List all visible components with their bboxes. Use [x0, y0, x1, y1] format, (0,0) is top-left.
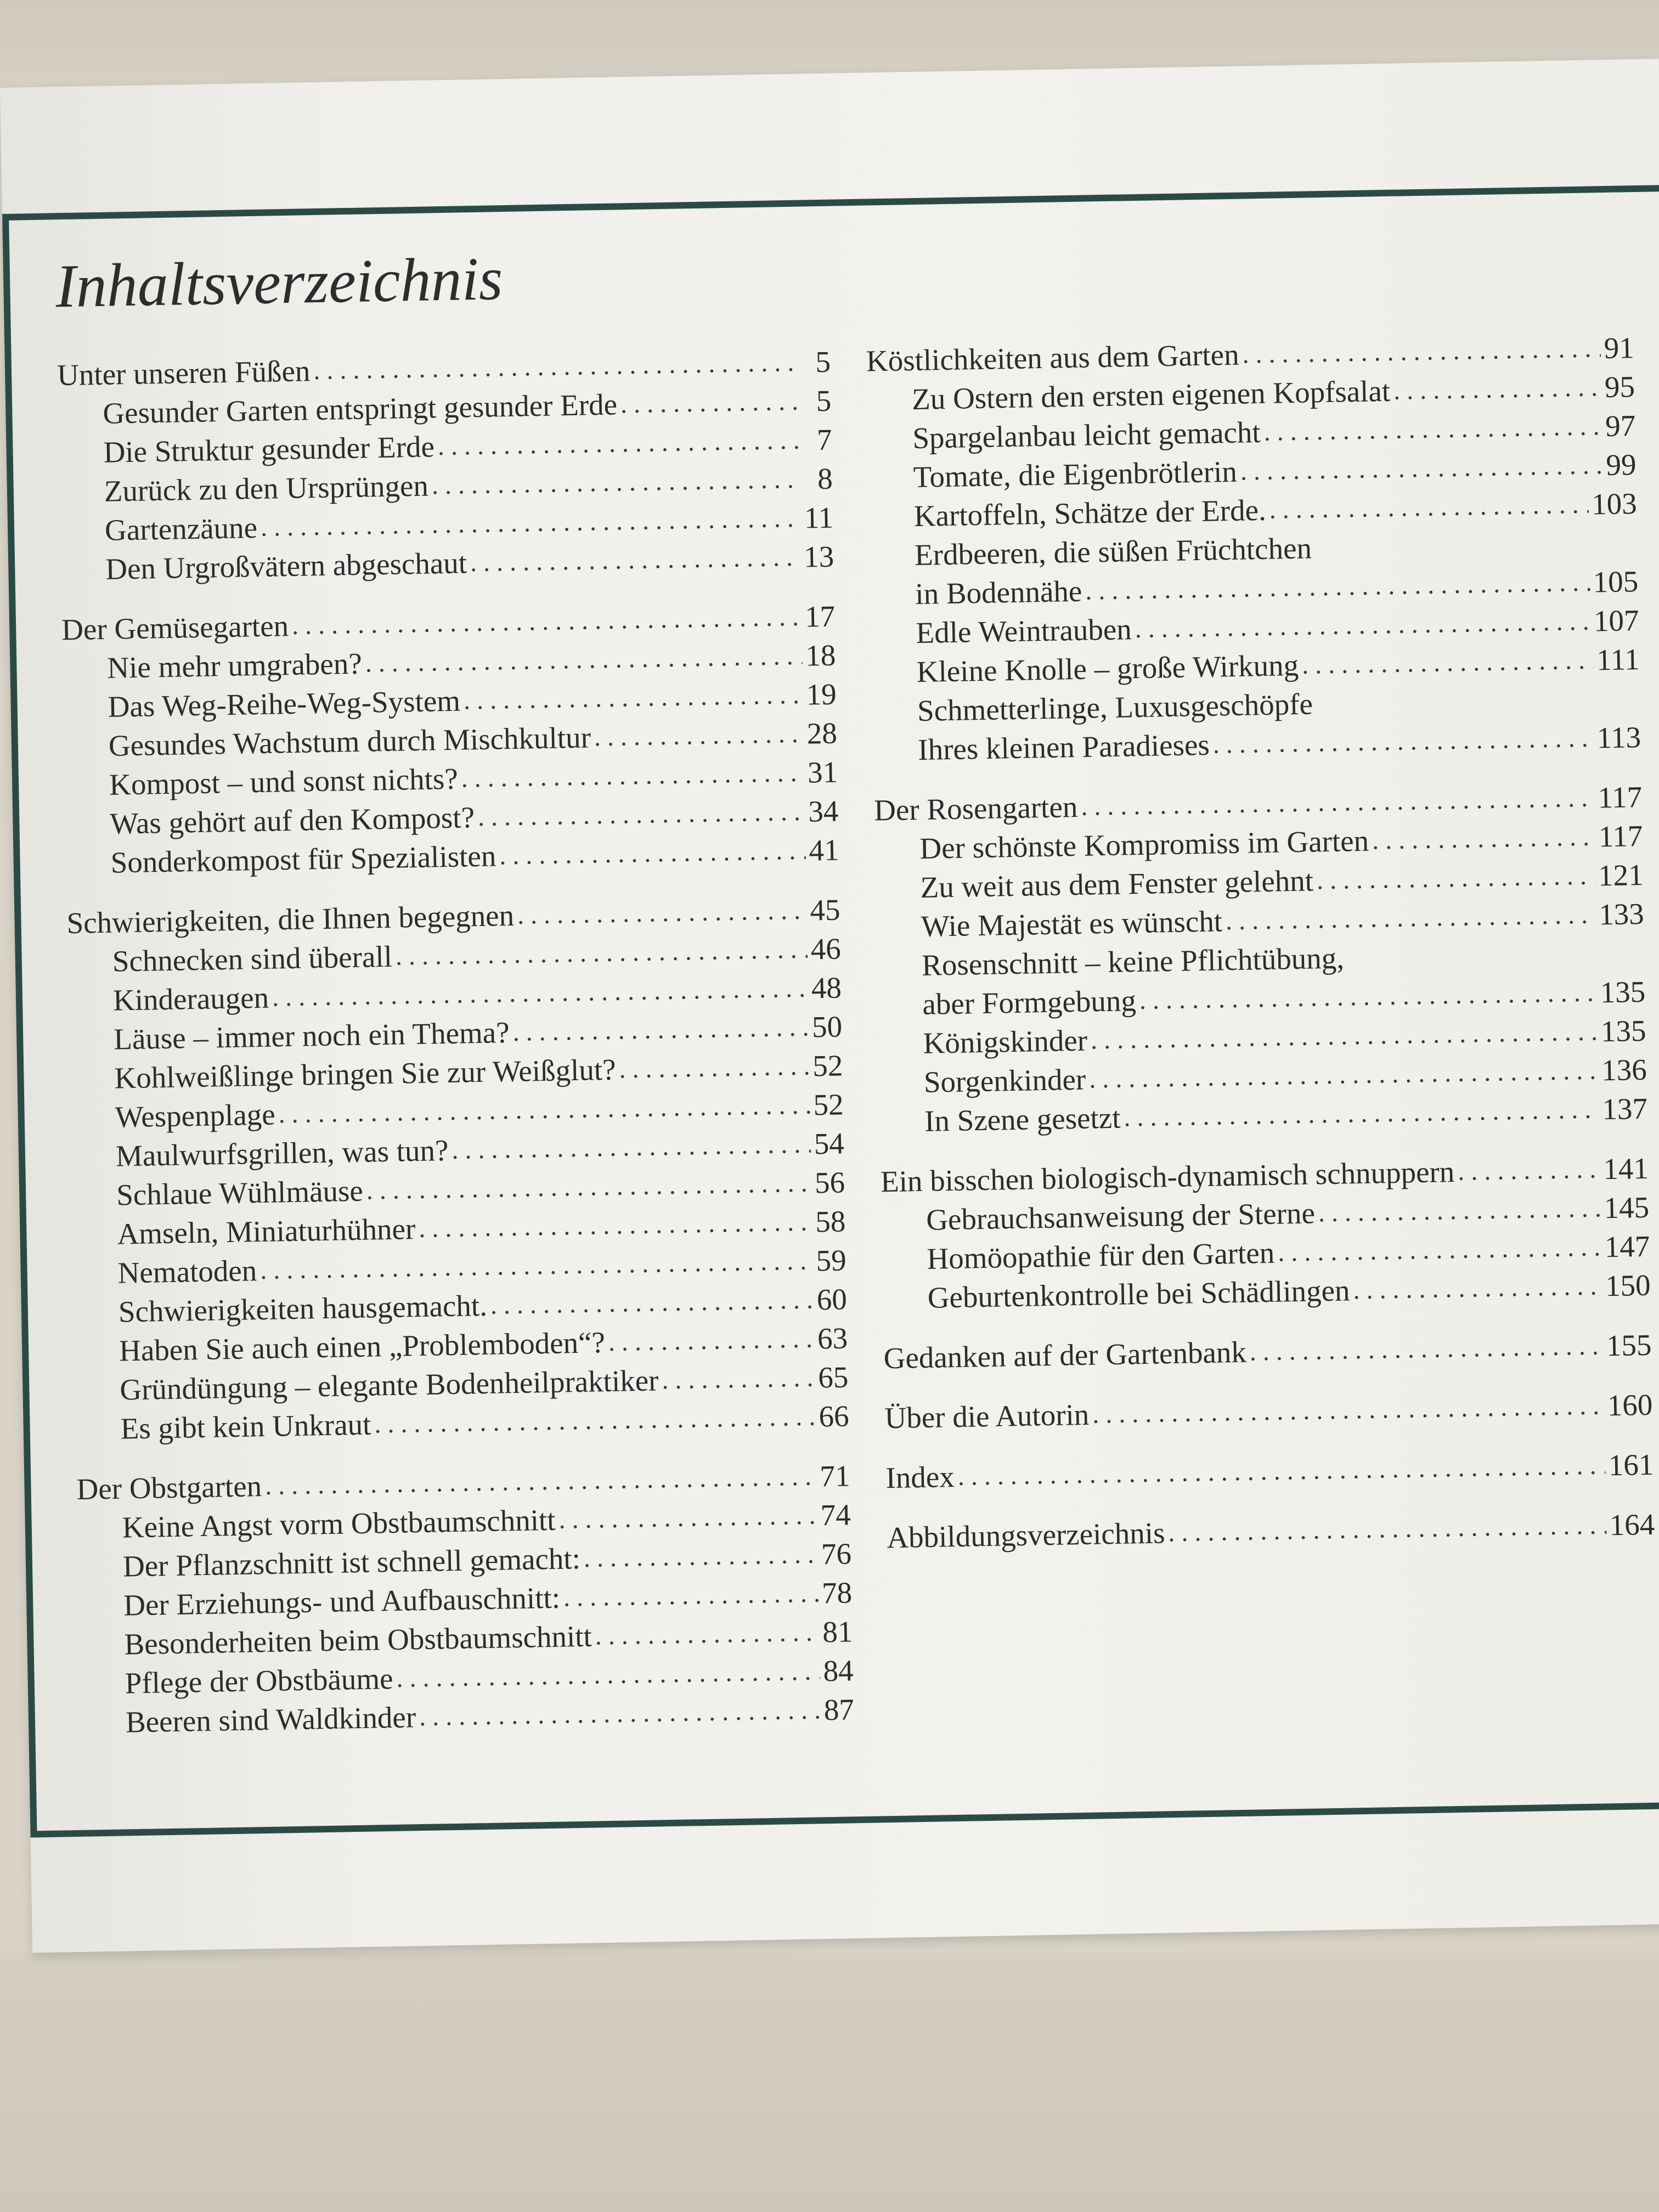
chapter-entry-title: Über die Autorin [884, 1397, 1090, 1435]
dot-leader [1225, 895, 1595, 940]
dot-leader [1249, 1326, 1603, 1371]
subentry-title: Gründüngung – elegante Bodenheilpraktiker [119, 1363, 659, 1407]
subentry-page: 11 [804, 500, 834, 535]
dot-leader [419, 1202, 812, 1248]
chapter-entry-title: Ein bisschen biologisch-dynamisch schnuppern [880, 1155, 1455, 1199]
chapter-entry-page: 91 [1604, 331, 1635, 365]
chapter-entry-title: Der Gemüsegarten [61, 608, 289, 647]
subentry-title: Wespenplage [115, 1097, 276, 1134]
subentry-title: Sorgenkinder [923, 1062, 1086, 1099]
subentry-page: 13 [803, 539, 834, 574]
subentry-page: 58 [815, 1204, 846, 1239]
subentry-page: 31 [807, 755, 838, 789]
subentry-title: Geburtenkontrolle bei Schädlingen [927, 1273, 1350, 1314]
chapter-entry [883, 1325, 1652, 1378]
dot-leader [477, 792, 805, 837]
subentry-title: Schlaue Wühlmäuse [116, 1173, 364, 1212]
subentry-page: 81 [822, 1615, 853, 1649]
dot-leader [396, 1651, 820, 1697]
subentry-title-line2: Ihres kleinen Paradieses [917, 727, 1210, 766]
dot-leader [608, 1319, 814, 1362]
dot-leader [419, 1690, 821, 1736]
dot-leader [1353, 1266, 1602, 1310]
subentry-page: 145 [1604, 1190, 1650, 1225]
dot-leader [1124, 1090, 1599, 1137]
dot-leader [461, 753, 805, 798]
dot-leader [1092, 1386, 1605, 1434]
subentry-title: Kartoffeln, Schätze der Erde. [913, 493, 1267, 533]
dot-leader [1168, 1505, 1606, 1552]
toc-right-column [866, 328, 1655, 1578]
subentry-page: 97 [1605, 409, 1636, 443]
dot-leader [595, 1612, 820, 1655]
dot-leader [437, 421, 802, 466]
subentry-title: Amseln, Miniaturhühner [116, 1212, 416, 1251]
dot-leader [1263, 407, 1602, 452]
subentry-title: Besonderheiten beim Obstbaumschnitt [124, 1619, 592, 1661]
subentry-title: Den Urgroßvätern abgeschaut [105, 546, 467, 586]
dot-leader [470, 538, 800, 582]
dot-leader [463, 675, 803, 720]
subentry-title: Kinderaugen [112, 980, 269, 1017]
subentry-page: 137 [1601, 1091, 1648, 1126]
dot-leader [1242, 329, 1601, 374]
dot-leader [662, 1358, 815, 1400]
subentry-page: 34 [808, 794, 839, 828]
chapter-entry-title: Schwierigkeiten, die Ihnen begegnen [66, 898, 515, 940]
toc-section [883, 1325, 1652, 1378]
subentry-page: 63 [817, 1321, 848, 1356]
subentry-title: Der Erziehungs- und Aufbauschnitt: [123, 1581, 561, 1622]
chapter-entry [887, 1505, 1655, 1557]
subentry-page: 65 [817, 1360, 849, 1395]
dot-leader [1458, 1149, 1600, 1191]
dot-leader [512, 1008, 809, 1052]
dot-leader [1372, 817, 1595, 860]
subentry-page: 87 [823, 1692, 855, 1727]
book-page [0, 59, 1659, 1953]
subentry-title: Der schönste Kompromiss im Garten [919, 823, 1369, 865]
subentry-page: 107 [1593, 603, 1639, 638]
chapter-entry-title: Köstlichkeiten aus dem Garten [866, 337, 1240, 378]
toc-section [61, 597, 839, 883]
subentry-page: 7 [816, 422, 832, 457]
subentry-page: 54 [814, 1126, 845, 1161]
subentry-title: Gebrauchsanweisung der Sterne [926, 1196, 1316, 1237]
subentry-page: 121 [1598, 857, 1644, 893]
dot-leader [395, 930, 808, 976]
dot-leader [517, 891, 807, 935]
subentry-title: Zurück zu den Ursprüngen [104, 469, 429, 508]
dot-leader [1393, 368, 1601, 410]
subentry-page: 99 [1605, 448, 1637, 482]
subentry-title: Schmetterlinge, Luxusgeschöpfe [917, 687, 1313, 727]
subentry-page: 41 [808, 833, 840, 867]
subentry-page: 28 [806, 716, 838, 751]
chapter-entry-page: 141 [1602, 1151, 1649, 1186]
subentry-page: 19 [805, 677, 837, 712]
subentry-title: Kompost – und sonst nichts? [109, 761, 459, 802]
subentry-page: 46 [810, 932, 842, 966]
chapter-entry-page: 17 [804, 599, 836, 634]
dot-leader [563, 1573, 819, 1617]
subentry-title: Spargelanbau leicht gemacht [912, 415, 1261, 455]
dot-leader [583, 1534, 818, 1577]
chapter-entry-title: Der Obstgarten [76, 1469, 262, 1506]
subentry-title: Erdbeeren, die süßen Früchtchen [914, 531, 1312, 572]
toc-section [874, 777, 1648, 1141]
subentry-title: Tomate, die Eigenbrötlerin [913, 454, 1238, 494]
toc-section [884, 1385, 1653, 1437]
subentry-page: 135 [1600, 1013, 1646, 1048]
subentry-title: Kleine Knolle – große Wirkung [916, 648, 1299, 689]
subentry-title: Edle Weintrauben [916, 612, 1132, 650]
subentry-title: Rosenschnitt – keine Pflichtübung, [921, 941, 1345, 982]
subentry-title: Gesundes Wachstum durch Mischkultur [108, 720, 591, 763]
subentry-title: Die Struktur gesunder Erde [103, 430, 435, 469]
subentry-title: Was gehört auf den Kompost? [109, 800, 475, 840]
subentry-title: Gesunder Garten entspringt gesunder Erde [102, 387, 618, 430]
subentry-page: 113 [1596, 720, 1641, 755]
subentry-page: 52 [812, 1048, 843, 1083]
subentry-page: 76 [821, 1537, 852, 1571]
chapter-entry-title: Gedanken auf der Gartenbank [883, 1335, 1247, 1375]
dot-leader [1240, 445, 1603, 491]
dot-leader [374, 1397, 816, 1443]
subentry-page: 150 [1605, 1268, 1651, 1303]
subentry-title-line2: aber Formgebung [922, 984, 1137, 1021]
subentry-title: In Szene gesetzt [924, 1101, 1121, 1138]
toc-left-column [57, 342, 855, 1763]
subentry-title: Zu weit aus dem Fenster gelehnt [920, 864, 1314, 904]
subentry-page: 84 [823, 1654, 854, 1688]
chapter-entry [884, 1385, 1653, 1437]
dot-leader [1278, 1227, 1602, 1272]
subentry-title: Läuse – immer noch ein Thema? [113, 1015, 510, 1056]
dot-leader [619, 1047, 810, 1089]
dot-leader [594, 714, 804, 757]
subentry-title: Nematoden [117, 1254, 257, 1290]
subentry-page: 60 [816, 1282, 848, 1317]
subentry-title: Königskinder [923, 1023, 1088, 1060]
subentry-title: Das Weg-Reihe-Weg-System [108, 684, 461, 724]
dot-leader [1212, 718, 1594, 764]
subentry-page: 18 [805, 638, 836, 673]
subentry-title: Der Pflanzschnitt ist schnell gemacht: [122, 1541, 581, 1583]
subentry-page: 133 [1598, 896, 1645, 932]
subentry-title: Pflege der Obstbäume [125, 1661, 393, 1700]
subentry-title: Beeren sind Waldkinder [125, 1700, 416, 1739]
toc-section [76, 1456, 854, 1742]
chapter-entry-title: Der Rosengarten [873, 789, 1078, 827]
toc-section [66, 890, 849, 1449]
subentry-title: Wie Majestät es wünscht [921, 904, 1223, 943]
subentry-page: 48 [811, 970, 842, 1005]
subentry-title: Kohlweißlinge bringen Sie zur Weißglut? [114, 1052, 617, 1095]
subentry-title: Sonderkompost für Spezialisten [110, 839, 496, 879]
subentry-page: 66 [818, 1399, 850, 1434]
subentry-page: 111 [1596, 642, 1640, 677]
subentry-page: 117 [1598, 819, 1643, 854]
subentry-page: 56 [814, 1165, 845, 1200]
subentry-page: 74 [820, 1498, 851, 1532]
chapter-entry-page: 71 [819, 1459, 850, 1493]
dot-leader [452, 1125, 811, 1170]
dot-leader [499, 831, 806, 876]
chapter-entry-page: 45 [809, 893, 840, 927]
subentry-page: 59 [816, 1243, 847, 1278]
subentry-title: Homöopathie für den Garten [926, 1235, 1275, 1276]
chapter-entry-page: 161 [1608, 1447, 1654, 1482]
toc-section [885, 1445, 1654, 1497]
backdrop-bottom [0, 1953, 1659, 2212]
dot-leader [957, 1446, 1605, 1496]
chapter-entry [885, 1445, 1654, 1497]
chapter-entry-page: 160 [1607, 1387, 1653, 1423]
dot-leader [490, 1280, 814, 1324]
chapter-entry-page: 155 [1606, 1328, 1652, 1363]
subentry-page: 95 [1604, 370, 1635, 404]
subentry-page: 8 [817, 461, 833, 496]
toc-section [887, 1505, 1655, 1557]
toc-section [866, 328, 1641, 770]
subentry-title: Schnecken sind überall [112, 939, 393, 978]
dot-leader [1301, 640, 1593, 684]
subentry-page: 5 [816, 383, 832, 418]
subentry-title: Gartenzäune [104, 510, 258, 547]
subentry-page: 136 [1601, 1052, 1647, 1087]
subentry-page: 105 [1593, 565, 1639, 599]
subentry-title: Es gibt kein Unkraut [120, 1407, 371, 1446]
dot-leader [620, 382, 800, 424]
chapter-entry-page: 117 [1598, 780, 1643, 815]
subentry-title: Nie mehr umgraben? [106, 646, 363, 685]
page-title: Inhaltsverzeichnis [55, 245, 504, 321]
chapter-entry-page: 164 [1609, 1507, 1655, 1542]
dot-leader [1316, 856, 1595, 900]
subentry-page: 78 [821, 1576, 853, 1610]
chapter-entry-title: Unter unseren Füßen [57, 354, 311, 392]
toc-section [57, 342, 834, 590]
dot-leader [431, 460, 802, 505]
dot-leader [1318, 1188, 1601, 1232]
subentry-title: Zu Ostern den ersten eigenen Kopfsalat [911, 374, 1391, 416]
chapter-entry-title: Index [885, 1460, 955, 1495]
subentry-page: 52 [813, 1087, 844, 1122]
subentry-title: Haben Sie auch einen „Problemboden“? [119, 1325, 606, 1368]
subentry-page: 103 [1591, 487, 1638, 521]
subentry-page: 50 [811, 1009, 843, 1044]
dot-leader [558, 1496, 817, 1539]
dot-leader [1269, 485, 1589, 529]
toc-section [880, 1149, 1651, 1318]
subentry-title: Keine Angst vorm Obstbaumschnitt [122, 1503, 556, 1544]
subentry-title: Maulwurfsgrillen, was tun? [115, 1133, 449, 1173]
subentry-page: 147 [1604, 1229, 1650, 1264]
subentry-title-line2: in Bodennähe [915, 574, 1082, 611]
subentry-page: 135 [1600, 974, 1646, 1009]
chapter-entry-page: 5 [815, 345, 831, 379]
chapter-entry-title: Abbildungsverzeichnis [886, 1516, 1165, 1555]
subentry-title: Schwierigkeiten hausgemacht. [118, 1288, 488, 1329]
